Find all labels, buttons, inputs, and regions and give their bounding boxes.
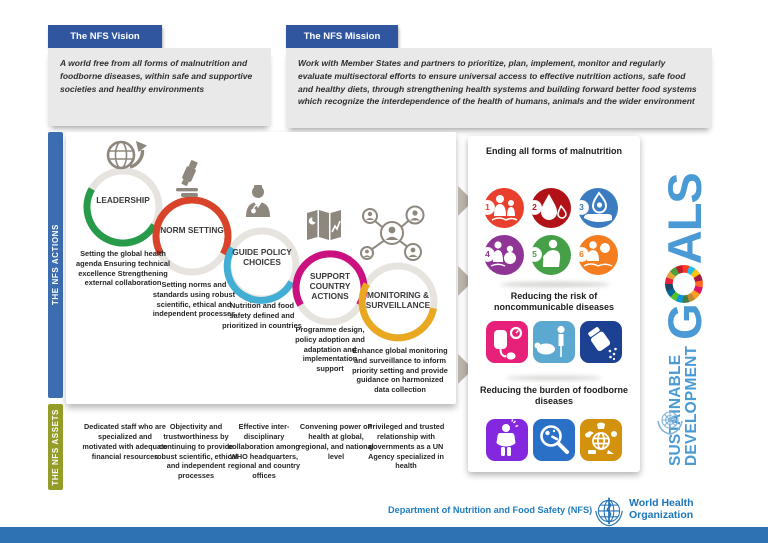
divider (500, 282, 610, 287)
outcome-heading-ncd: Reducing the risk of noncommunicable diseases (493, 291, 615, 313)
vision-tab: The NFS Vision (48, 25, 162, 48)
blood-pressure-icon (486, 321, 528, 363)
sdg-wheel-icon (665, 265, 703, 303)
health-worker-icon (244, 184, 272, 222)
outcome-heading-malnutrition: Ending all forms of malnutrition (486, 146, 622, 156)
wasting-icon (531, 188, 571, 228)
action-desc-support-country: Programme design, policy adoption and adaptation and implementation support (295, 325, 365, 374)
asset-collaboration: Effective inter-disciplinary collaboration among WHO headquarters, regional and country offices (227, 422, 301, 481)
mission-text: Work with Member States and partners to prioritize, plan, implement, monitor and regularly evaluate multisectoral efforts to ensure universal access to effective nutrition actions, safe food and healthy diets, through strengthening health systems and building forward better food systems which recognize the interdependence of the health of humans, animals and the wider environment (286, 48, 712, 128)
microbe-magnifier-icon (533, 419, 575, 461)
global-food-icon (580, 419, 622, 461)
asset-objectivity: Objectivity and trustworthiness by continuing to provide robust scientific, ethical and independent processes (154, 422, 238, 481)
who-name-line2: Organization (629, 508, 694, 521)
target-number: 5 (528, 248, 541, 261)
asset-convening-power: Convening power on health at global, regional, and national level (298, 422, 374, 461)
microscope-icon (172, 160, 206, 203)
who-name-line1: World Health (629, 497, 694, 509)
un-emblem-icon (652, 406, 688, 447)
salt-shaker-icon (580, 321, 622, 363)
action-desc-guide-policy: Nutrition and food safety defined and prioritized in countries (222, 301, 302, 330)
sdg-line-development: DEVELOPMENT (683, 345, 700, 466)
programme-brochure-icon (306, 208, 342, 247)
action-title-guide-policy: GUIDE POLICY CHOICES (232, 247, 292, 267)
anaemia-icon (578, 235, 618, 275)
action-title-monitoring: MONITORING & SURVEILLANCE (365, 290, 431, 310)
nfs-assets-label: THE NFS ASSETS (51, 408, 60, 486)
target-number: 3 (575, 201, 588, 214)
action-title-leadership: LEADERSHIP (96, 195, 150, 205)
target-number: 1 (481, 201, 494, 214)
asset-relationship: Privileged and trusted relationship with governments as a UN Agency specialized in health (367, 422, 445, 471)
target-number: 6 (575, 248, 588, 261)
nfs-actions-label: THE NFS ACTIONS (51, 224, 60, 306)
sdg-goals-text (657, 173, 712, 340)
vision-text: A world free from all forms of malnutrition and foodborne diseases, within safe and supportive societies and healthy environments (48, 48, 271, 126)
who-name (629, 498, 694, 521)
sick-person-icon (486, 419, 528, 461)
sdg-goals-g: G (657, 304, 711, 340)
obesity-icon (533, 321, 575, 363)
sdg-goals-als: ALS (657, 173, 711, 265)
department-title: Department of Nutrition and Food Safety (NFS) (388, 505, 593, 515)
action-desc-norm-setting: Setting norms and standards using robust scientific, ethical and independent processes (152, 280, 236, 319)
bottom-bar (0, 527, 768, 543)
target-number: 2 (528, 201, 541, 214)
low-birth-weight-icon (578, 188, 618, 228)
target-number: 4 (481, 248, 494, 261)
people-network-icon (356, 205, 428, 268)
asset-staff: Dedicated staff who are specialized and motivated with adequate financial resources (82, 422, 168, 461)
outcome-heading-foodborne: Reducing the burden of foodborne diseases (480, 385, 628, 407)
globe-arrow-icon (102, 136, 150, 181)
childhood-overweight-icon (484, 235, 524, 275)
divider (506, 376, 602, 380)
breastfeeding-icon (531, 235, 571, 275)
action-desc-monitoring: Enhance global monitoring and surveillance to inform priority setting and provide guidance on harmonized data collection (352, 346, 448, 395)
nfs-assets-bar (48, 404, 63, 490)
sdg-line-sustainable: SUSTAINABLE (667, 354, 685, 466)
action-title-norm-setting: NORM SETTING (160, 225, 224, 235)
mission-tab: The NFS Mission (286, 25, 398, 48)
stunting-icon (484, 188, 524, 228)
action-title-support-country: SUPPORT COUNTRY ACTIONS (309, 271, 351, 301)
action-desc-leadership: Setting the global health agenda Ensuring technical excellence Strengthening external collaboration (75, 249, 171, 288)
